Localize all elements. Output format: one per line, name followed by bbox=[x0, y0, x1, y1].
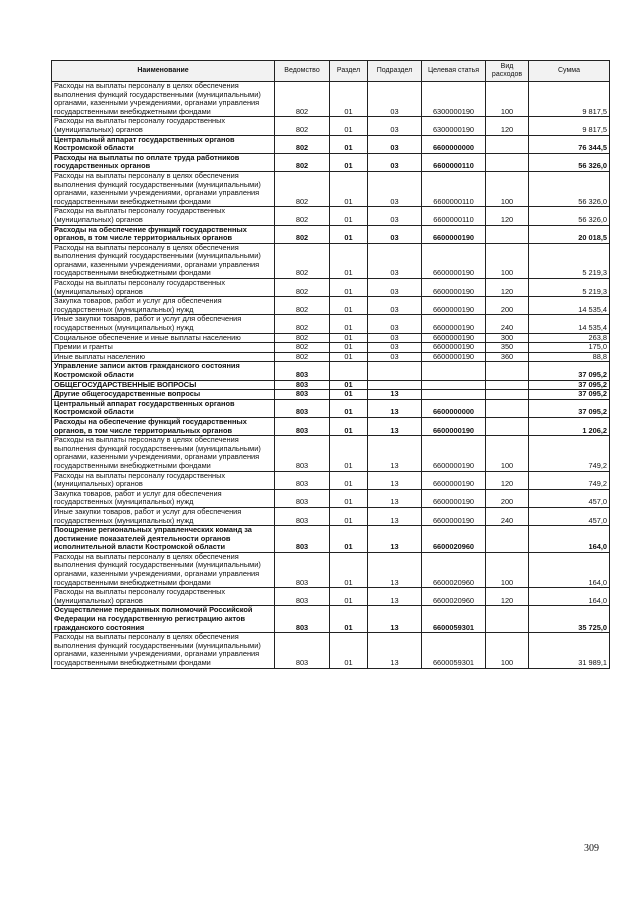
cell-razdel: 01 bbox=[330, 489, 368, 507]
cell-podrazdel: 13 bbox=[368, 471, 422, 489]
cell-summa: 76 344,5 bbox=[529, 135, 610, 153]
cell-celevaya-statya: 6600000110 bbox=[422, 207, 486, 225]
cell-podrazdel: 13 bbox=[368, 552, 422, 587]
cell-podrazdel: 03 bbox=[368, 225, 422, 243]
table-row bbox=[52, 297, 610, 315]
cell-celevaya-statya: 6600000190 bbox=[422, 471, 486, 489]
cell-name: Центральный аппарат государственных органов Костромской области bbox=[52, 135, 275, 153]
header-name: Наименование bbox=[52, 61, 275, 82]
cell-vedomstvo: 803 bbox=[275, 362, 330, 380]
table-row bbox=[52, 390, 610, 400]
cell-celevaya-statya: 6600000190 bbox=[422, 489, 486, 507]
cell-name: Иные закупки товаров, работ и услуг для обеспечения государственных (муниципальных) нужд bbox=[52, 507, 275, 525]
cell-celevaya-statya: 6600000190 bbox=[422, 243, 486, 278]
cell-razdel: 01 bbox=[330, 82, 368, 117]
cell-celevaya-statya: 6600000190 bbox=[422, 507, 486, 525]
cell-vid-rashodov: 300 bbox=[486, 333, 529, 343]
cell-name: Расходы на выплаты по оплате труда работников государственных органов bbox=[52, 153, 275, 171]
cell-vedomstvo: 803 bbox=[275, 436, 330, 471]
cell-razdel: 01 bbox=[330, 279, 368, 297]
cell-razdel: 01 bbox=[330, 352, 368, 362]
cell-celevaya-statya: 6600059301 bbox=[422, 633, 486, 668]
cell-podrazdel: 13 bbox=[368, 399, 422, 417]
cell-podrazdel: 13 bbox=[368, 606, 422, 633]
cell-vedomstvo: 802 bbox=[275, 352, 330, 362]
cell-podrazdel: 03 bbox=[368, 135, 422, 153]
cell-podrazdel: 03 bbox=[368, 315, 422, 333]
cell-razdel: 01 bbox=[330, 552, 368, 587]
cell-celevaya-statya: 6600000190 bbox=[422, 417, 486, 435]
cell-vedomstvo: 803 bbox=[275, 471, 330, 489]
cell-razdel: 01 bbox=[330, 380, 368, 390]
cell-celevaya-statya: 6600020960 bbox=[422, 588, 486, 606]
cell-summa: 14 535,4 bbox=[529, 297, 610, 315]
table-row bbox=[52, 588, 610, 606]
cell-celevaya-statya: 6600000190 bbox=[422, 333, 486, 343]
cell-summa: 56 326,0 bbox=[529, 207, 610, 225]
cell-vedomstvo: 802 bbox=[275, 207, 330, 225]
header-summa: Сумма bbox=[529, 61, 610, 82]
cell-celevaya-statya: 6600000190 bbox=[422, 297, 486, 315]
cell-celevaya-statya: 6600000110 bbox=[422, 153, 486, 171]
cell-name: Расходы на обеспечение функций государственных органов, в том числе территориальных органов bbox=[52, 225, 275, 243]
cell-summa: 88,8 bbox=[529, 352, 610, 362]
cell-podrazdel: 03 bbox=[368, 279, 422, 297]
cell-summa: 263,8 bbox=[529, 333, 610, 343]
cell-summa: 5 219,3 bbox=[529, 279, 610, 297]
cell-name: Другие общегосударственные вопросы bbox=[52, 390, 275, 400]
cell-vid-rashodov bbox=[486, 399, 529, 417]
cell-summa: 37 095,2 bbox=[529, 399, 610, 417]
cell-name: Центральный аппарат государственных органов Костромской области bbox=[52, 399, 275, 417]
cell-vid-rashodov: 120 bbox=[486, 471, 529, 489]
cell-summa: 175,0 bbox=[529, 343, 610, 353]
cell-podrazdel: 03 bbox=[368, 297, 422, 315]
cell-vedomstvo: 803 bbox=[275, 552, 330, 587]
header-celevaya-statya: Целевая статья bbox=[422, 61, 486, 82]
cell-vedomstvo: 803 bbox=[275, 417, 330, 435]
cell-name: Поощрение региональных управленческих команд за достижение показателей деятельности органов исполнительной власти Костромской области bbox=[52, 526, 275, 553]
cell-vedomstvo: 802 bbox=[275, 135, 330, 153]
header-vid-rashodov: Вид расходов bbox=[486, 61, 529, 82]
cell-summa: 9 817,5 bbox=[529, 82, 610, 117]
cell-razdel: 01 bbox=[330, 333, 368, 343]
cell-vid-rashodov: 100 bbox=[486, 633, 529, 668]
cell-name: Расходы на выплаты персоналу государственных (муниципальных) органов bbox=[52, 117, 275, 135]
page-number: 309 bbox=[584, 843, 599, 854]
cell-vid-rashodov: 100 bbox=[486, 436, 529, 471]
header-vedomstvo: Ведомство bbox=[275, 61, 330, 82]
cell-vedomstvo: 802 bbox=[275, 82, 330, 117]
cell-podrazdel: 13 bbox=[368, 507, 422, 525]
cell-name: Иные выплаты населению bbox=[52, 352, 275, 362]
cell-razdel: 01 bbox=[330, 471, 368, 489]
cell-celevaya-statya: 6600000190 bbox=[422, 436, 486, 471]
table-row bbox=[52, 526, 610, 553]
cell-vedomstvo: 802 bbox=[275, 153, 330, 171]
cell-razdel: 01 bbox=[330, 390, 368, 400]
cell-summa: 164,0 bbox=[529, 588, 610, 606]
cell-vid-rashodov: 100 bbox=[486, 552, 529, 587]
cell-podrazdel: 03 bbox=[368, 207, 422, 225]
cell-summa: 5 219,3 bbox=[529, 243, 610, 278]
cell-podrazdel: 03 bbox=[368, 117, 422, 135]
cell-vedomstvo: 803 bbox=[275, 507, 330, 525]
cell-celevaya-statya: 6600000190 bbox=[422, 343, 486, 353]
cell-vid-rashodov: 100 bbox=[486, 171, 529, 206]
table-row bbox=[52, 225, 610, 243]
cell-vedomstvo: 802 bbox=[275, 225, 330, 243]
table-row bbox=[52, 207, 610, 225]
cell-vedomstvo: 802 bbox=[275, 279, 330, 297]
cell-summa: 749,2 bbox=[529, 436, 610, 471]
cell-razdel: 01 bbox=[330, 507, 368, 525]
cell-celevaya-statya: 6600059301 bbox=[422, 606, 486, 633]
cell-vedomstvo: 803 bbox=[275, 633, 330, 668]
table-row bbox=[52, 279, 610, 297]
cell-vedomstvo: 803 bbox=[275, 526, 330, 553]
cell-summa: 31 989,1 bbox=[529, 633, 610, 668]
cell-name: ОБЩЕГОСУДАРСТВЕННЫЕ ВОПРОСЫ bbox=[52, 380, 275, 390]
cell-podrazdel bbox=[368, 362, 422, 380]
cell-name: Управление записи актов гражданского состояния Костромской области bbox=[52, 362, 275, 380]
cell-summa: 749,2 bbox=[529, 471, 610, 489]
cell-summa: 14 535,4 bbox=[529, 315, 610, 333]
table-row bbox=[52, 333, 610, 343]
cell-summa: 164,0 bbox=[529, 552, 610, 587]
cell-name: Расходы на выплаты персоналу в целях обеспечения выполнения функций государственными (муниципальными) органами, казенными учреждениями, органами управления государственными внебюджетными фондами bbox=[52, 82, 275, 117]
cell-vid-rashodov bbox=[486, 225, 529, 243]
cell-summa: 20 018,5 bbox=[529, 225, 610, 243]
cell-vedomstvo: 803 bbox=[275, 390, 330, 400]
cell-celevaya-statya: 6600020960 bbox=[422, 526, 486, 553]
cell-vedomstvo: 802 bbox=[275, 243, 330, 278]
cell-name: Расходы на выплаты персоналу государственных (муниципальных) органов bbox=[52, 279, 275, 297]
cell-vedomstvo: 803 bbox=[275, 380, 330, 390]
cell-name: Социальное обеспечение и иные выплаты населению bbox=[52, 333, 275, 343]
cell-summa: 164,0 bbox=[529, 526, 610, 553]
cell-vedomstvo: 802 bbox=[275, 343, 330, 353]
cell-name: Расходы на выплаты персоналу государственных (муниципальных) органов bbox=[52, 207, 275, 225]
table-row bbox=[52, 552, 610, 587]
cell-razdel: 01 bbox=[330, 207, 368, 225]
cell-vedomstvo: 803 bbox=[275, 399, 330, 417]
cell-name: Расходы на выплаты персоналу в целях обеспечения выполнения функций государственными (муниципальными) органами, казенными учреждениями, органами управления государственными внебюджетными фондами bbox=[52, 552, 275, 587]
table-row bbox=[52, 471, 610, 489]
cell-vid-rashodov bbox=[486, 380, 529, 390]
cell-podrazdel: 03 bbox=[368, 333, 422, 343]
cell-vid-rashodov: 200 bbox=[486, 297, 529, 315]
table-row bbox=[52, 243, 610, 278]
header-row bbox=[52, 61, 610, 82]
table-row bbox=[52, 489, 610, 507]
cell-razdel: 01 bbox=[330, 606, 368, 633]
cell-celevaya-statya: 6600000110 bbox=[422, 171, 486, 206]
cell-podrazdel: 13 bbox=[368, 526, 422, 553]
cell-vid-rashodov bbox=[486, 390, 529, 400]
table-row bbox=[52, 82, 610, 117]
cell-podrazdel: 13 bbox=[368, 588, 422, 606]
cell-vedomstvo: 803 bbox=[275, 588, 330, 606]
cell-vedomstvo: 802 bbox=[275, 315, 330, 333]
cell-razdel: 01 bbox=[330, 315, 368, 333]
cell-name: Премии и гранты bbox=[52, 343, 275, 353]
cell-razdel: 01 bbox=[330, 588, 368, 606]
cell-vedomstvo: 803 bbox=[275, 489, 330, 507]
cell-razdel: 01 bbox=[330, 225, 368, 243]
cell-razdel: 01 bbox=[330, 526, 368, 553]
cell-razdel: 01 bbox=[330, 417, 368, 435]
table-row bbox=[52, 153, 610, 171]
header-podrazdel: Подраздел bbox=[368, 61, 422, 82]
cell-podrazdel: 13 bbox=[368, 390, 422, 400]
cell-vid-rashodov bbox=[486, 153, 529, 171]
cell-vid-rashodov bbox=[486, 417, 529, 435]
cell-razdel: 01 bbox=[330, 633, 368, 668]
cell-vid-rashodov: 240 bbox=[486, 315, 529, 333]
cell-celevaya-statya: 6600000190 bbox=[422, 225, 486, 243]
cell-summa: 35 725,0 bbox=[529, 606, 610, 633]
cell-celevaya-statya bbox=[422, 380, 486, 390]
cell-vid-rashodov: 120 bbox=[486, 207, 529, 225]
cell-vedomstvo: 802 bbox=[275, 333, 330, 343]
cell-summa: 37 095,2 bbox=[529, 390, 610, 400]
cell-podrazdel: 13 bbox=[368, 633, 422, 668]
cell-name: Расходы на обеспечение функций государственных органов, в том числе территориальных органов bbox=[52, 417, 275, 435]
table-header bbox=[52, 61, 610, 82]
table-body bbox=[52, 82, 610, 669]
cell-name: Расходы на выплаты персоналу в целях обеспечения выполнения функций государственными (муниципальными) органами, казенными учреждениями, органами управления государственными внебюджетными фондами bbox=[52, 171, 275, 206]
cell-summa: 457,0 bbox=[529, 489, 610, 507]
cell-razdel: 01 bbox=[330, 135, 368, 153]
cell-razdel: 01 bbox=[330, 399, 368, 417]
cell-vid-rashodov: 100 bbox=[486, 243, 529, 278]
table-row bbox=[52, 117, 610, 135]
table-row bbox=[52, 507, 610, 525]
cell-name: Расходы на выплаты персоналу государственных (муниципальных) органов bbox=[52, 471, 275, 489]
header-razdel: Раздел bbox=[330, 61, 368, 82]
cell-name: Расходы на выплаты персоналу в целях обеспечения выполнения функций государственными (муниципальными) органами, казенными учреждениями, органами управления государственными внебюджетными фондами bbox=[52, 243, 275, 278]
cell-vid-rashodov: 100 bbox=[486, 82, 529, 117]
table-row bbox=[52, 436, 610, 471]
cell-celevaya-statya: 6600000000 bbox=[422, 135, 486, 153]
cell-name: Расходы на выплаты персоналу в целях обеспечения выполнения функций государственными (муниципальными) органами, казенными учреждениями, органами управления государственными внебюджетными фондами bbox=[52, 436, 275, 471]
cell-celevaya-statya: 6300000190 bbox=[422, 117, 486, 135]
cell-vid-rashodov: 240 bbox=[486, 507, 529, 525]
cell-podrazdel: 03 bbox=[368, 82, 422, 117]
cell-razdel: 01 bbox=[330, 436, 368, 471]
table-row bbox=[52, 315, 610, 333]
cell-vid-rashodov bbox=[486, 135, 529, 153]
cell-summa: 56 326,0 bbox=[529, 171, 610, 206]
cell-celevaya-statya: 6600000000 bbox=[422, 399, 486, 417]
cell-celevaya-statya bbox=[422, 390, 486, 400]
cell-razdel: 01 bbox=[330, 297, 368, 315]
budget-table bbox=[51, 60, 610, 669]
cell-razdel bbox=[330, 362, 368, 380]
cell-razdel: 01 bbox=[330, 243, 368, 278]
table-row bbox=[52, 399, 610, 417]
cell-vid-rashodov bbox=[486, 526, 529, 553]
cell-razdel: 01 bbox=[330, 153, 368, 171]
cell-celevaya-statya: 6600000190 bbox=[422, 315, 486, 333]
cell-celevaya-statya: 6300000190 bbox=[422, 82, 486, 117]
cell-summa: 9 817,5 bbox=[529, 117, 610, 135]
cell-vedomstvo: 802 bbox=[275, 297, 330, 315]
table-row bbox=[52, 171, 610, 206]
cell-vid-rashodov bbox=[486, 606, 529, 633]
cell-summa: 1 206,2 bbox=[529, 417, 610, 435]
table-row bbox=[52, 633, 610, 668]
cell-podrazdel: 03 bbox=[368, 243, 422, 278]
cell-podrazdel: 13 bbox=[368, 436, 422, 471]
cell-name: Закупка товаров, работ и услуг для обеспечения государственных (муниципальных) нужд bbox=[52, 297, 275, 315]
cell-razdel: 01 bbox=[330, 171, 368, 206]
cell-razdel: 01 bbox=[330, 343, 368, 353]
cell-podrazdel: 03 bbox=[368, 153, 422, 171]
cell-podrazdel: 13 bbox=[368, 417, 422, 435]
cell-name: Иные закупки товаров, работ и услуг для обеспечения государственных (муниципальных) нужд bbox=[52, 315, 275, 333]
table-row bbox=[52, 606, 610, 633]
cell-celevaya-statya: 6600000190 bbox=[422, 279, 486, 297]
cell-celevaya-statya: 6600020960 bbox=[422, 552, 486, 587]
table-row bbox=[52, 343, 610, 353]
cell-podrazdel: 03 bbox=[368, 171, 422, 206]
cell-name: Расходы на выплаты персоналу государственных (муниципальных) органов bbox=[52, 588, 275, 606]
cell-name: Закупка товаров, работ и услуг для обеспечения государственных (муниципальных) нужд bbox=[52, 489, 275, 507]
cell-name: Расходы на выплаты персоналу в целях обеспечения выполнения функций государственными (муниципальными) органами, казенными учреждениями, органами управления государственными внебюджетными фондами bbox=[52, 633, 275, 668]
cell-summa: 37 095,2 bbox=[529, 362, 610, 380]
table-row bbox=[52, 417, 610, 435]
cell-name: Осуществление переданных полномочий Российской Федерации на государственную регистрацию актов гражданского состояния bbox=[52, 606, 275, 633]
cell-vid-rashodov: 200 bbox=[486, 489, 529, 507]
cell-podrazdel: 13 bbox=[368, 489, 422, 507]
cell-podrazdel: 03 bbox=[368, 352, 422, 362]
table-row bbox=[52, 135, 610, 153]
cell-razdel: 01 bbox=[330, 117, 368, 135]
cell-vid-rashodov: 120 bbox=[486, 588, 529, 606]
cell-vid-rashodov bbox=[486, 362, 529, 380]
cell-vid-rashodov: 350 bbox=[486, 343, 529, 353]
cell-summa: 457,0 bbox=[529, 507, 610, 525]
cell-vid-rashodov: 360 bbox=[486, 352, 529, 362]
cell-summa: 56 326,0 bbox=[529, 153, 610, 171]
cell-celevaya-statya bbox=[422, 362, 486, 380]
cell-celevaya-statya: 6600000190 bbox=[422, 352, 486, 362]
table-row bbox=[52, 362, 610, 380]
cell-vedomstvo: 803 bbox=[275, 606, 330, 633]
cell-summa: 37 095,2 bbox=[529, 380, 610, 390]
cell-vid-rashodov: 120 bbox=[486, 117, 529, 135]
cell-vedomstvo: 802 bbox=[275, 117, 330, 135]
cell-vid-rashodov: 120 bbox=[486, 279, 529, 297]
cell-vedomstvo: 802 bbox=[275, 171, 330, 206]
cell-podrazdel: 03 bbox=[368, 343, 422, 353]
